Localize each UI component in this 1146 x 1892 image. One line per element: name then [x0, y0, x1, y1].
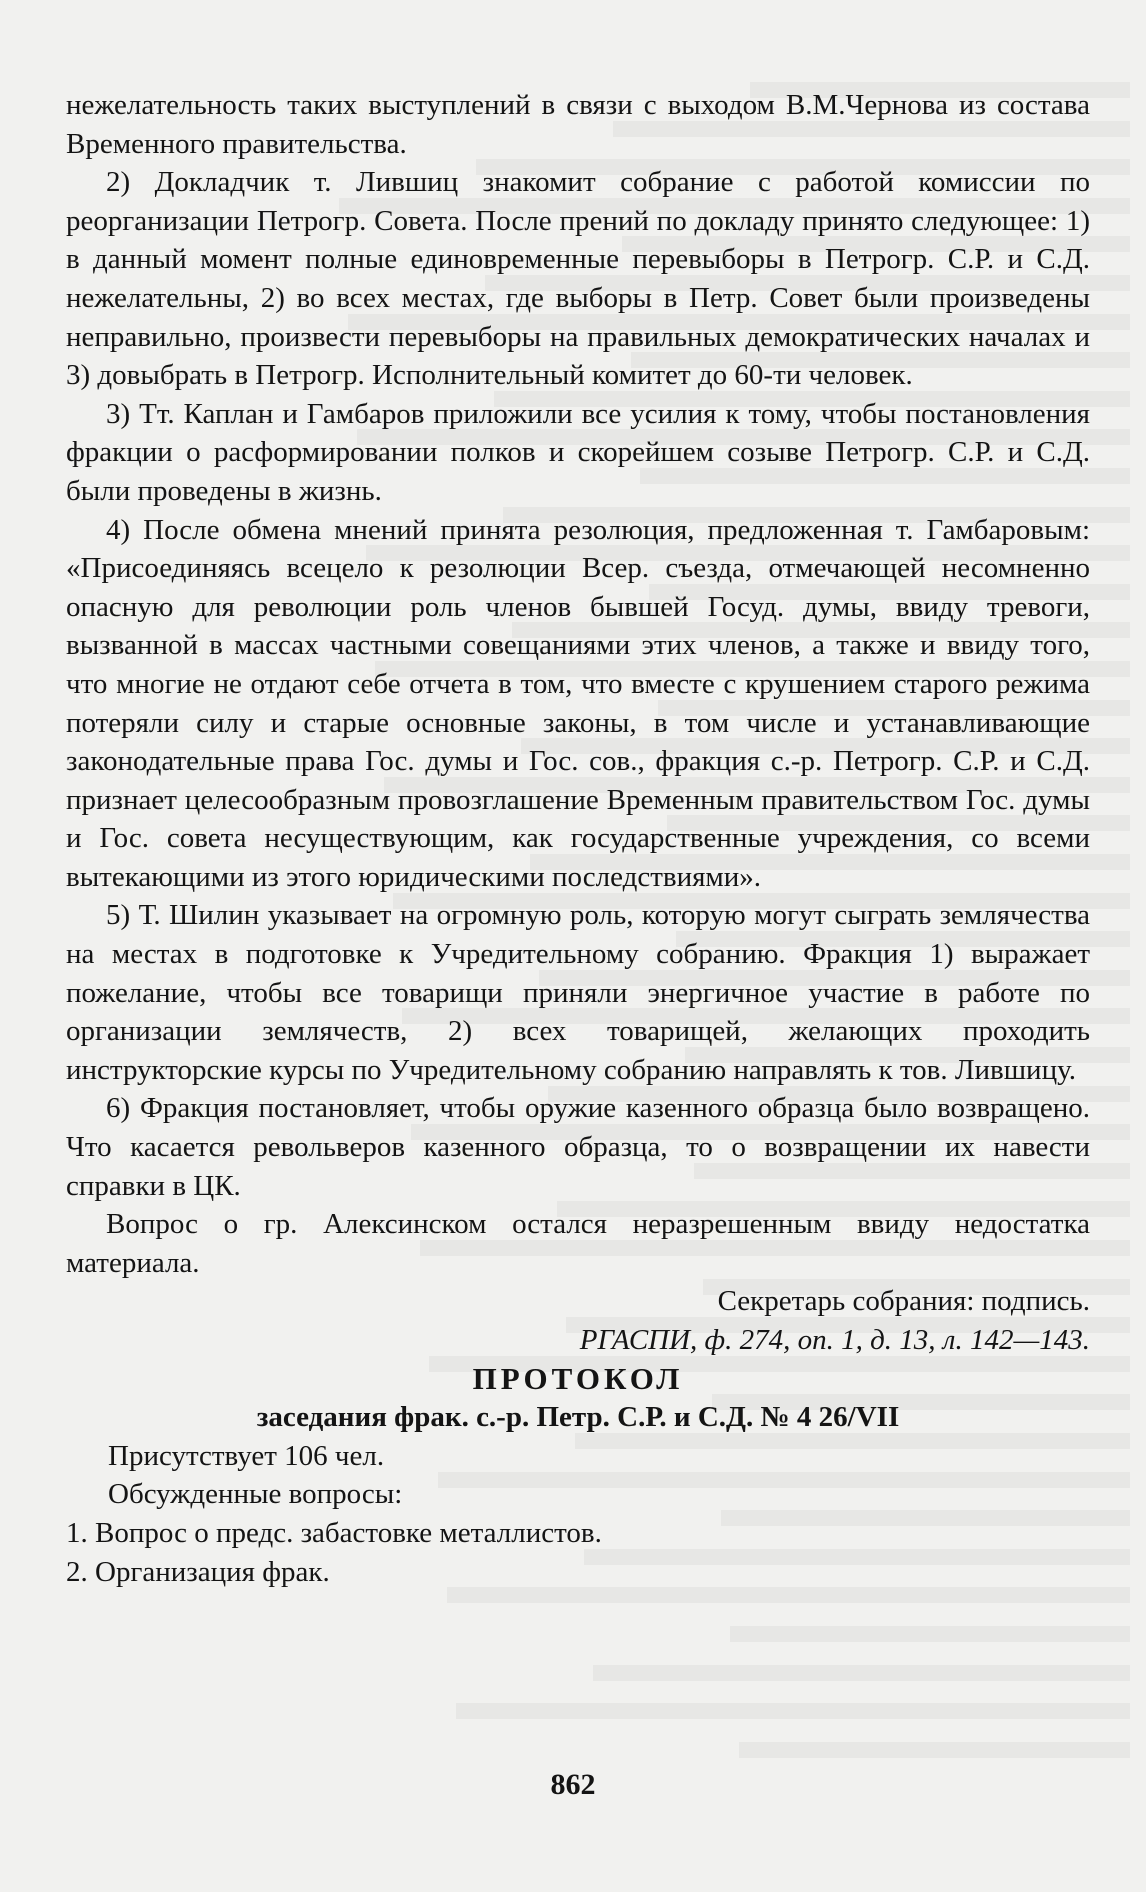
document-body [66, 86, 1090, 1591]
paragraph-item-5: 5) Т. Шилин указывает на огромную роль, которую могут сыграть землячества на местах в подготовке к Учредительному собранию. Фракция 1) выражает пожелание, чтобы все товарищи приняли энергичное участие в работе по организации землячеств, 2) всех товарищей, желающих проходить инструкторские курсы по Учредительному собранию направлять к тов. Лившицу. [66, 899, 1090, 1086]
questions-heading: Обсужденные вопросы: [108, 1478, 403, 1511]
paragraph-item-4: 4) После обмена мнений принята резолюция, предложенная т. Гамбаровым: «Присоединяясь всецело к резолюции Всер. съезда, отмечающей несомненно опасную для революции роль членов бывшей Госуд. думы, ввиду тревоги, вызванной в массах частными совещаниями этих членов, а также и ввиду того, что многие не отдают себе отчета в том, что вместе с крушением старого режима потеряли силу и старые основные законы, в том числе и устанавливающие законодательные права Гос. думы и Гос. сов., фракция с.-р. Петрогр. С.Р. и С.Д. признает целесообразным провозглашение Временным правительством Гос. думы и Гос. совета несуществующим, как государственные учреждения, со всеми вытекающими из этого юридическими последствиями». [66, 513, 1090, 893]
paragraph-alexinsky: Вопрос о гр. Алексинском остался неразрешенным ввиду недостатка материала. [66, 1208, 1090, 1279]
question-item-2: 2. Организация фрак. [66, 1555, 330, 1588]
page-number: 862 [550, 1768, 596, 1801]
bleed-line [593, 1665, 1130, 1681]
paragraph-item-3: 3) Тт. Каплан и Гамбаров приложили все усилия к тому, чтобы постановления фракции о расформировании полков и скорейшем созыве Петрогр. С.Р. и С.Д. были проведены в жизнь. [66, 397, 1090, 507]
attendance-line: Присутствует 106 чел. [108, 1439, 385, 1472]
paragraph-item-6: 6) Фракция постановляет, чтобы оружие казенного образца было возвращено. Что касается револьверов казенного образца, то о возвращении их навести справки в ЦК. [66, 1092, 1090, 1202]
bleed-line [730, 1626, 1130, 1642]
question-item-1: 1. Вопрос о предс. забастовке металлистов. [66, 1516, 602, 1549]
archive-source: РГАСПИ, ф. 274, оп. 1, д. 13, л. 142—143. [579, 1324, 1090, 1356]
protocol-subtitle: заседания фрак. с.-р. Петр. С.Р. и С.Д. № 4 26/VII [256, 1401, 900, 1434]
paragraph-item-2: 2) Докладчик т. Лившиц знакомит собрание с работой комиссии по реорганизации Петрогр. Совета. После прений по докладу принято следующее: 1) в данный момент полные единовременные перевыборы в Петрогр. С.Р. и С.Д. нежелательны, 2) во всех местах, где выборы в Петр. Совет были произведены неправильно, произвести перевыборы на правильных демократических началах и 3) довыбрать в Петрогр. Исполнительный комитет до 60-ти человек. [66, 166, 1090, 392]
protocol-title: ПРОТОКОЛ [472, 1360, 684, 1396]
bleed-line [456, 1703, 1130, 1719]
paragraph-continued: нежелательность таких выступлений в связи с выходом В.М.Чернова из состава Временного правительства. [66, 89, 1090, 160]
bleed-line [739, 1742, 1130, 1758]
secretary-signature: Секретарь собрания: подпись. [717, 1285, 1090, 1318]
